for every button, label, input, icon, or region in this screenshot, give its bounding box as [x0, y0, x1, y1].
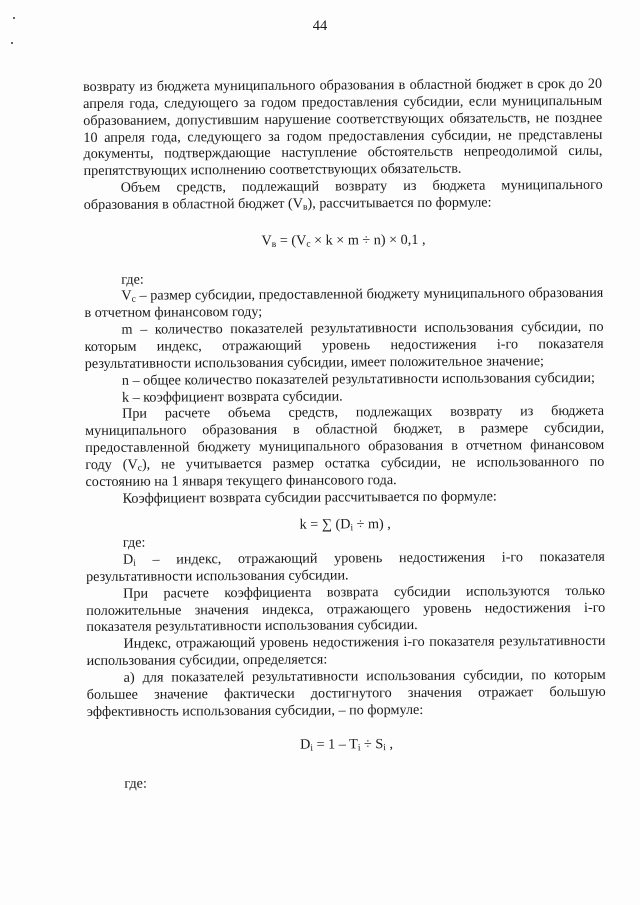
paragraph-return-deadline: возврату из бюджета муниципального образования в областной бюджет в срок до 20 апреля года, следующего за годом предоставления субсидии, если муниципальным образованием, допустившим нарушение соответствующих обязательств, не позднее 10 апреля года, следующего за годом предоставления субсидии, не представлены документы, подтверждающие наступление обстоятельств непреодолимой силы, препятствующих исполнению соответствующих обязательств. — [83, 75, 603, 180]
formula-k: k = ∑ $(D_i \div m)$ , — [299, 516, 391, 534]
subscript-v: в — [302, 202, 308, 213]
paragraph-positive-values: При расчете коэффициента возврата субсидии используются только положительные значения индекса, отражающего уровень недостижения i-го показателя результативности использования субсидии. — [86, 582, 606, 636]
definition-n: n – общее количество показателей результативности использования субсидии; — [121, 369, 595, 389]
paragraph-case-a: а) для показателей результативности использования субсидии, по которым большее значение фактически достигнутого значения отражает большую эффективность использования субсидии, – по формуле: — [86, 666, 606, 720]
definition-vc: $V_с$ – размер субсидии, предоставленной бюджету муниципального образования в отчетном финансовом году; — [84, 285, 604, 322]
where-label-3: где: — [124, 775, 147, 793]
definition-m: m – количество показателей результативности использования субсидии, по которым индекс, отражающий уровень недостижения i-го показателя результативности использования субсидии, имеет положительное значение; — [84, 318, 604, 372]
paragraph-coefficient-intro: Коэффициент возврата субсидии рассчитывается по формуле: — [122, 488, 497, 507]
paragraph-remainder: При расчете объема средств, подлежащих возврату из бюджета муниципального образования в областной бюджет, в размере субсидии, предоставленной бюджету муниципального образования в отчетном финансовом году $(V_с)$, не учитывается размер остатка субсидии, не использованного по состоянию на 1 января текущего финансового года. — [85, 403, 605, 490]
definition-di: $D_i$ – индекс, отражающий уровень недостижения i-го показателя результативности использования субсидии. — [85, 548, 605, 585]
formula-vb: $V_в = (V_с \times k \times m \div n) \times 0,1$ , — [261, 231, 426, 250]
where-label-1: где: — [121, 271, 144, 288]
formula-di: $D_i = 1 - T_i \div S_i$ , — [300, 735, 394, 754]
document-body — [83, 76, 606, 793]
where-label-2: где: — [122, 534, 146, 552]
definition-k: k – коэффициент возврата субсидии. — [121, 387, 343, 406]
scan-speck — [11, 42, 13, 44]
paragraph-index-definition: Индекс, отражающий уровень недостижения i-го показателя результативности использования субсидии, определяется: — [86, 633, 606, 670]
page-number: 44 — [312, 18, 328, 34]
paragraph-return-volume: Объем средств, подлежащий возврату из бюджета муниципального образования в областной бюджет $(V_в)$, рассчитывается по формуле: — [83, 176, 603, 213]
